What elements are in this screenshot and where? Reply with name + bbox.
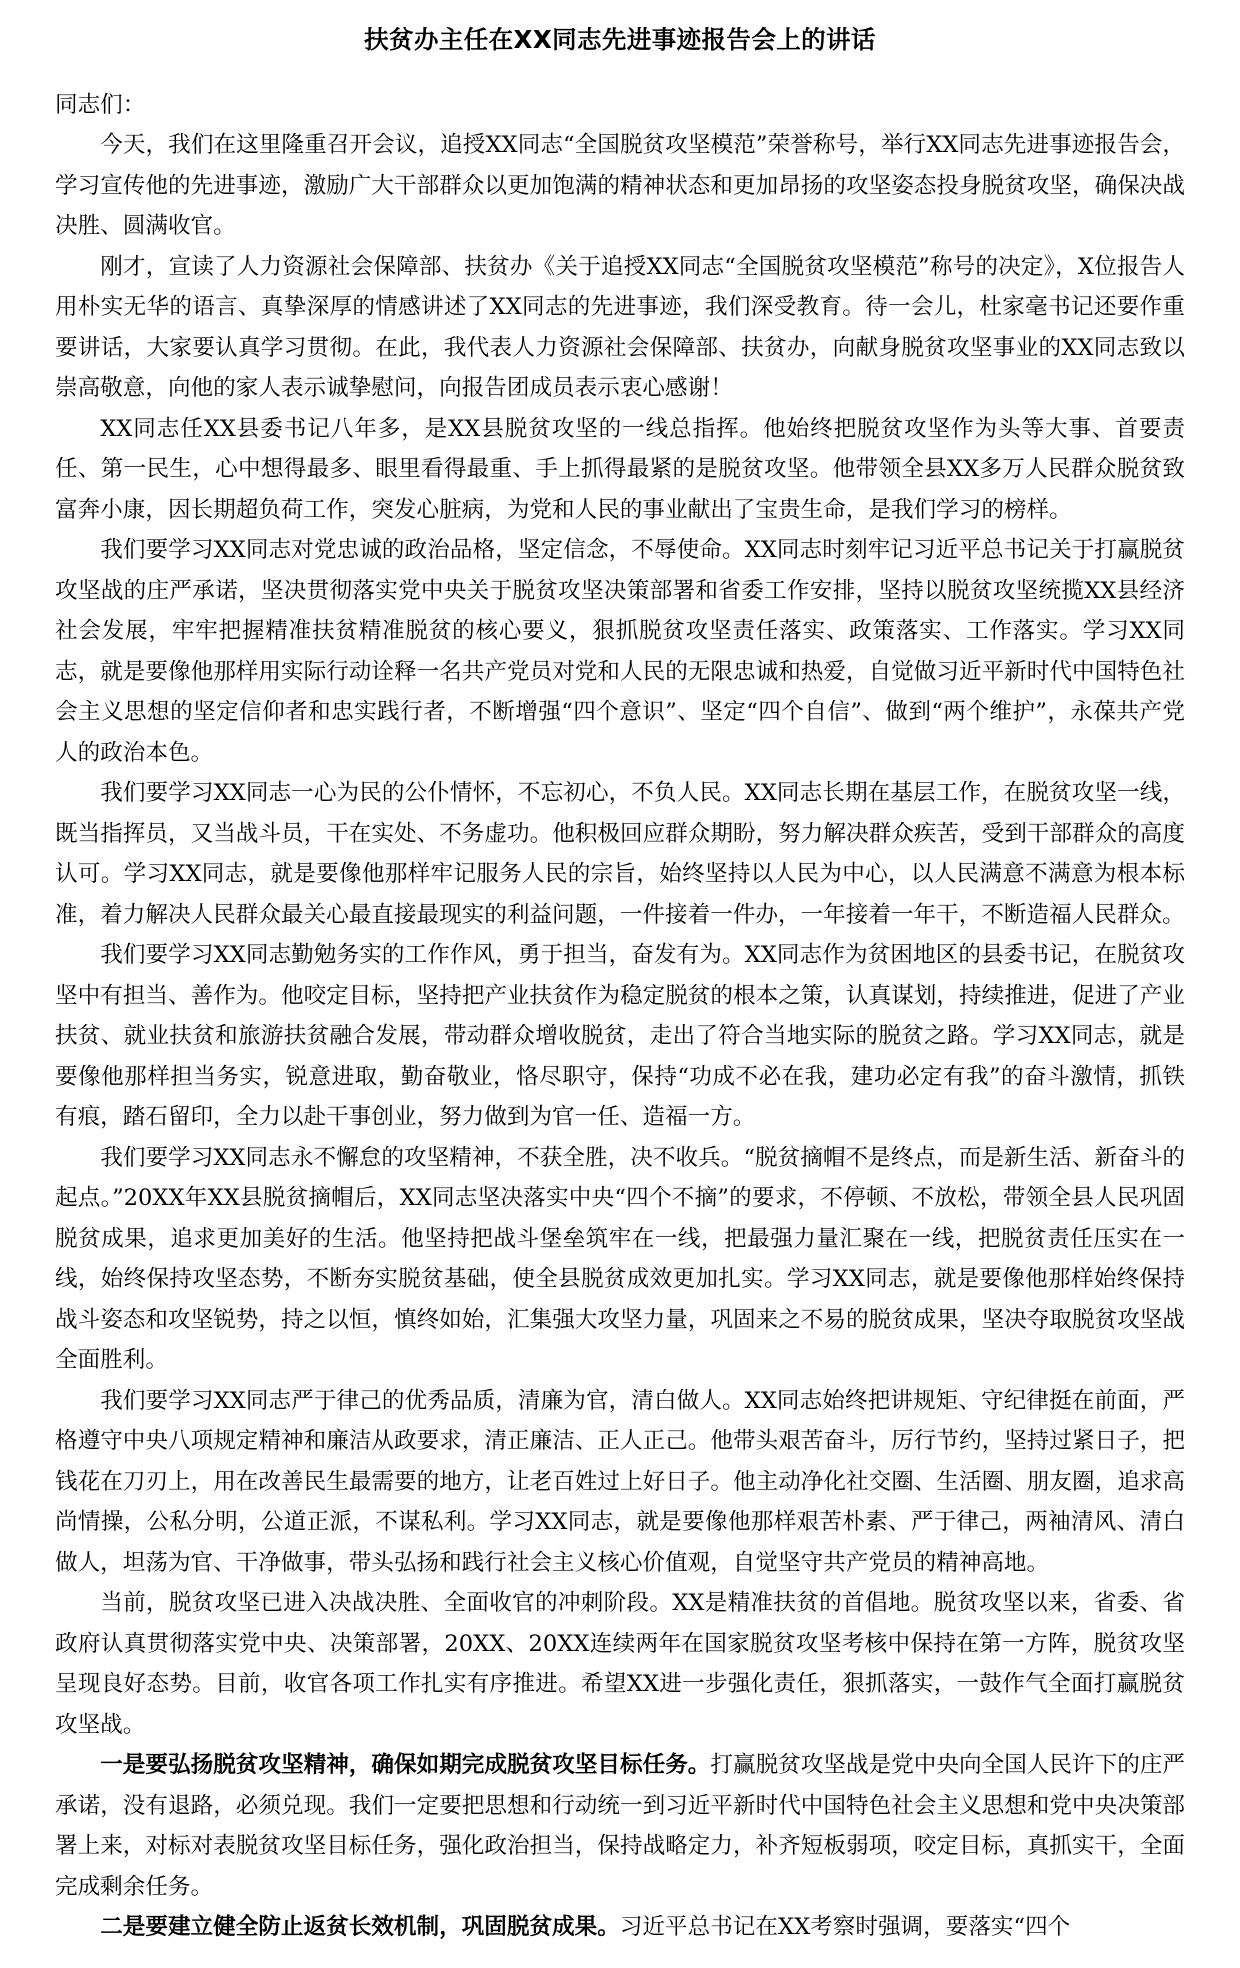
paragraph-text: 当前，脱贫攻坚已进入决战决胜、全面收官的冲刺阶段。XX是精准扶贫的首倡地。脱贫攻坚以来，省委、省政府认真贯彻落实党中央、决策部署，20XX、20XX连续两年在国家脱贫攻坚考核中保持在第一方阵，脱贫攻坚呈现良好态势。目前，收官各项工作扎实有序推进。希望XX进一步强化责任，狠抓落实，一鼓作气全面打赢脱贫攻坚战。 (55, 1590, 1185, 1738)
salutation: 同志们： (55, 91, 146, 118)
paragraph (55, 1138, 1185, 1381)
paragraph (55, 530, 1185, 773)
paragraph-text: 今天，我们在这里隆重召开会议，追授XX同志“全国脱贫攻坚模范”荣誉称号，举行XX同志先进事迹报告会，学习宣传他的先进事迹，激励广大干部群众以更加饱满的精神状态和更加昂扬的攻坚姿态投身脱贫攻坚，确保决战决胜、圆满收官。 (55, 132, 1185, 240)
paragraph (55, 1381, 1185, 1584)
paragraph-text: 习近平总书记在XX考察时强调，要落实“四个 (619, 1914, 1071, 1941)
paragraph (55, 935, 1185, 1138)
paragraph-text: 我们要学习XX同志勤勉务实的工作作风，勇于担当，奋发有为。XX同志作为贫困地区的县委书记，在脱贫攻坚中有担当、善作为。他咬定目标，坚持把产业扶贫作为稳定脱贫的根本之策，认真谋划，持续推进，促进了产业扶贫、就业扶贫和旅游扶贫融合发展，带动群众增收脱贫，走出了符合当地实际的脱贫之路。学习XX同志，就是要像他那样担当务实，锐意进取，勤奋敬业，恪尽职守，保持“功成不必在我，建功必定有我”的奋斗激情，抓铁有痕，踏石留印，全力以赴干事创业，努力做到为官一任、造福一方。 (55, 942, 1185, 1131)
document-body (55, 125, 1185, 1948)
paragraph (55, 247, 1185, 409)
paragraph-text: 我们要学习XX同志永不懈怠的攻坚精神，不获全胜，决不收兵。“脱贫摘帽不是终点，而是新生活、新奋斗的起点。”20XX年XX县脱贫摘帽后，XX同志坚决落实中央“四个不摘”的要求，不停顿、不放松，带领全县人民巩固脱贫成果，追求更加美好的生活。他坚持把战斗堡垒筑牢在一线，把最强力量汇聚在一线，把脱贫责任压实在一线，始终保持攻坚态势，不断夯实脱贫基础，使全县脱贫成效更加扎实。学习XX同志，就是要像他那样始终保持战斗姿态和攻坚锐势，持之以恒，慎终如始，汇集强大攻坚力量，巩固来之不易的脱贫成果，坚决夺取脱贫攻坚战全面胜利。 (55, 1144, 1185, 1374)
paragraph-numbered-two (55, 1907, 1185, 1948)
paragraph-lead: 二是要建立健全防止返贫长效机制，巩固脱贫成果。 (100, 1914, 620, 1941)
paragraph (55, 409, 1185, 531)
paragraph-text: 我们要学习XX同志严于律己的优秀品质，清廉为官，清白做人。XX同志始终把讲规矩、守纪律挺在前面，严格遵守中央八项规定精神和廉洁从政要求，清正廉洁、正人正己。他带头艰苦奋斗，厉行节约，坚持过紧日子，把钱花在刀刃上，用在改善民生最需要的地方，让老百姓过上好日子。他主动净化社交圈、生活圈、朋友圈，追求高尚情操，公私分明，公道正派，不谋私利。学习XX同志，就是要像他那样艰苦朴素、严于律己，两袖清风、清白做人，坦荡为官、干净做事，带头弘扬和践行社会主义核心价值观，自觉坚守共产党员的精神高地。 (55, 1387, 1185, 1576)
paragraph (55, 1583, 1185, 1745)
paragraph (55, 773, 1185, 935)
paragraph-lead: 一是要弘扬脱贫攻坚精神，确保如期完成脱贫攻坚目标任务。 (100, 1752, 711, 1779)
paragraph-numbered-one (55, 1745, 1185, 1907)
page-title: 扶贫办主任在XX同志先进事迹报告会上的讲话 (364, 25, 876, 54)
paragraph-text: XX同志任XX县委书记八年多，是XX县脱贫攻坚的一线总指挥。他始终把脱贫攻坚作为头等大事、首要责任、第一民生，心中想得最多、眼里看得最重、手上抓得最紧的是脱贫攻坚。他带领全县XX多万人民群众脱贫致富奔小康，因长期超负荷工作，突发心脏病，为党和人民的事业献出了宝贵生命，是我们学习的榜样。 (55, 415, 1185, 523)
paragraph-text: 打赢脱贫攻坚战是党中央向全国人民许下的庄严承诺，没有退路，必须兑现。我们一定要把思想和行动统一到习近平新时代中国特色社会主义思想和党中央决策部署上来，对标对表脱贫攻坚目标任务，强化政治担当，保持战略定力，补齐短板弱项，咬定目标，真抓实干，全面完成剩余任务。 (55, 1752, 1186, 1900)
paragraph-text: 我们要学习XX同志一心为民的公仆情怀，不忘初心，不负人民。XX同志长期在基层工作，在脱贫攻坚一线，既当指挥员，又当战斗员，干在实处、不务虚功。他积极回应群众期盼，努力解决群众疾苦，受到干部群众的高度认可。学习XX同志，就是要像他那样牢记服务人民的宗旨，始终坚持以人民为中心，以人民满意不满意为根本标准，着力解决人民群众最关心最直接最现实的利益问题，一件接着一件办，一年接着一年干，不断造福人民群众。 (55, 780, 1185, 928)
paragraph-text: 我们要学习XX同志对党忠诚的政治品格，坚定信念，不辱使命。XX同志时刻牢记习近平总书记关于打赢脱贫攻坚战的庄严承诺，坚决贯彻落实党中央关于脱贫攻坚决策部署和省委工作安排，坚持以脱贫攻坚统揽XX县经济社会发展，牢牢把握精准扶贫精准脱贫的核心要义，狠抓脱贫攻坚责任落实、政策落实、工作落实。学习XX同志，就是要像他那样用实际行动诠释一名共产党员对党和人民的无限忠诚和热爱，自觉做习近平新时代中国特色社会主义思想的坚定信仰者和忠实践行者，不断增强“四个意识”、坚定“四个自信”、做到“两个维护”，永葆共产党人的政治本色。 (55, 537, 1185, 766)
paragraph-text: 刚才，宣读了人力资源社会保障部、扶贫办《关于追授XX同志“全国脱贫攻坚模范”称号的决定》，X位报告人用朴实无华的语言、真挚深厚的情感讲述了XX同志的先进事迹，我们深受教育。待一会儿，杜家毫书记还要作重要讲话，大家要认真学习贯彻。在此，我代表人力资源社会保障部、扶贫办，向献身脱贫攻坚事业的XX同志致以崇高敬意，向他的家人表示诚挚慰问，向报告团成员表示衷心感谢！ (55, 253, 1185, 402)
paragraph (55, 125, 1185, 247)
